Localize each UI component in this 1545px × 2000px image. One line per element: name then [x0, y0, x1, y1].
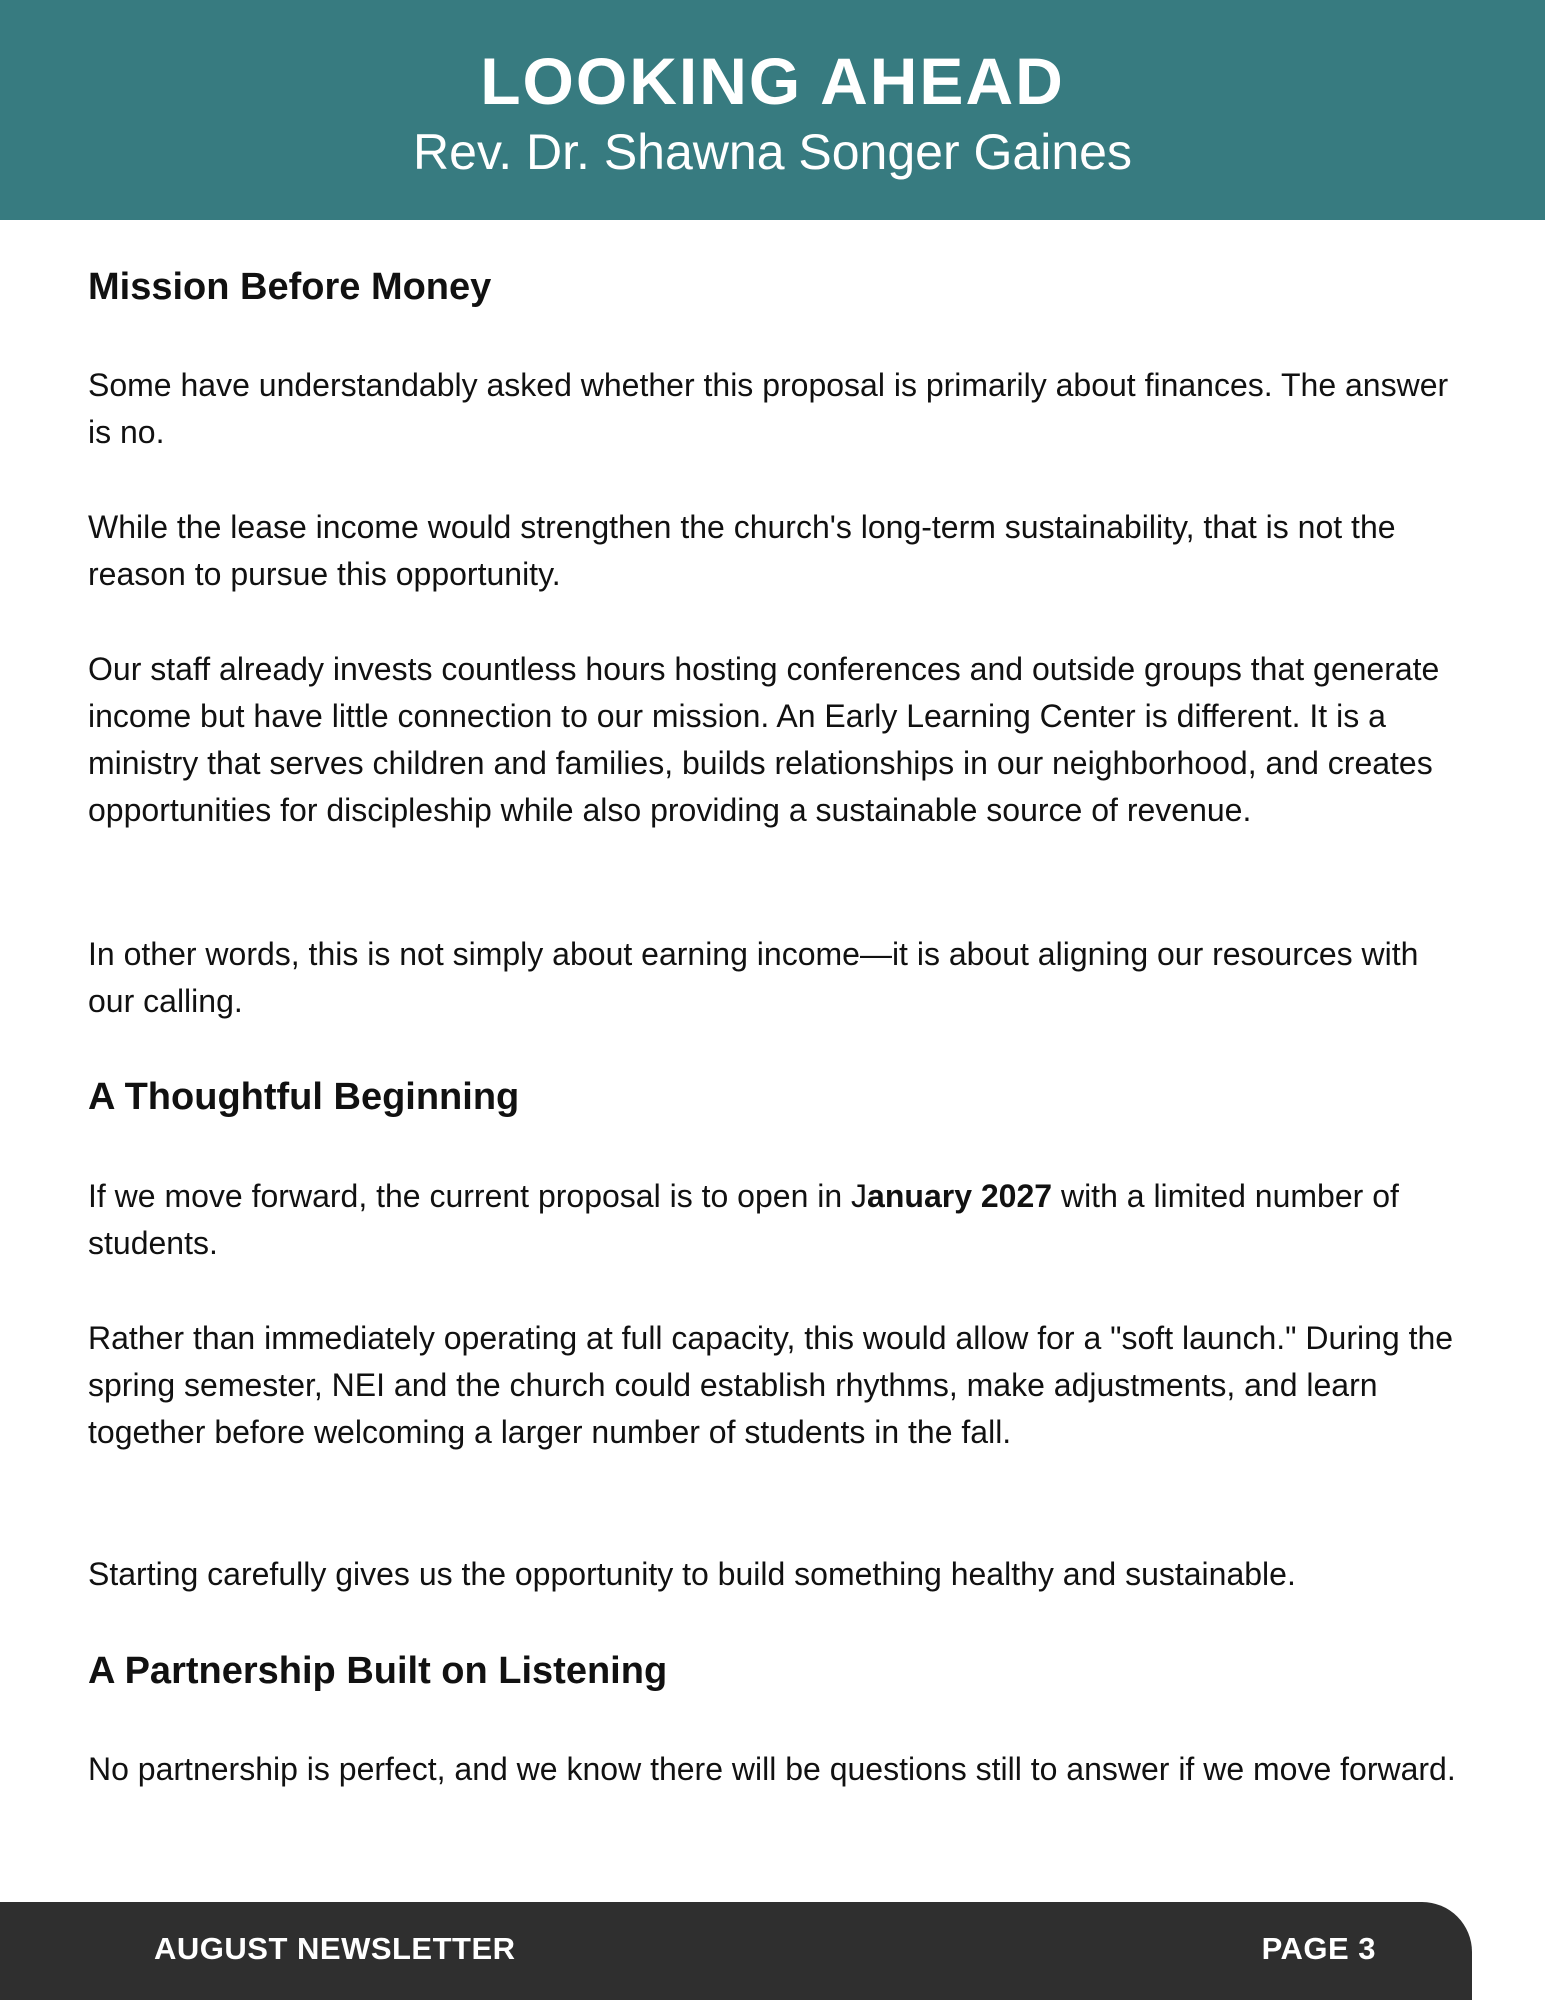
- opening-date-text-before: If we move forward, the current proposal is to open in J: [88, 1178, 868, 1214]
- paragraph-partnership-questions: No partnership is perfect, and we know there will be questions still to answer if we move forward.: [88, 1751, 1456, 1787]
- newsletter-label: AUGUST NEWSLETTER: [154, 1931, 516, 1966]
- page-number: PAGE 3: [1261, 1931, 1376, 1966]
- page-title: LOOKING AHEAD: [480, 44, 1065, 118]
- section-heading-partnership-listening: A Partnership Built on Listening: [88, 1650, 668, 1692]
- paragraph-soft-launch: Rather than immediately operating at full capacity, this would allow for a "soft launch." During the spring semester, NEI and the church could establish rhythms, make adjustments, and learn together before welcoming a larger number of students in the fall.: [88, 1320, 1454, 1450]
- paragraph-aligning-resources: In other words, this is not simply about earning income—it is about aligning our resources with our calling.: [88, 936, 1419, 1019]
- paragraph-opening-date: [88, 1173, 1463, 1267]
- page-header: [0, 0, 1545, 220]
- page-footer: [0, 1902, 1472, 2000]
- paragraph-early-learning-center: Our staff already invests countless hours hosting conferences and outside groups that generate income but have little connection to our mission. An Early Learning Center is different. It is a ministry that serves children and families, builds relationships in our neighborhood, and creates opportunities for discipleship while also providing a sustainable source of revenue.: [88, 651, 1440, 828]
- author-name: Rev. Dr. Shawna Songer Gaines: [413, 124, 1132, 180]
- paragraph-finances-question: Some have understandably asked whether this proposal is primarily about finances. The answer is no.: [88, 367, 1449, 450]
- section-heading-mission-before-money: Mission Before Money: [88, 266, 492, 308]
- paragraph-lease-income: While the lease income would strengthen the church's long-term sustainability, that is not the reason to pursue this opportunity.: [88, 509, 1396, 592]
- section-heading-thoughtful-beginning: A Thoughtful Beginning: [88, 1076, 520, 1118]
- opening-date-bold: anuary 2027: [867, 1178, 1053, 1214]
- paragraph-starting-carefully: Starting carefully gives us the opportunity to build something healthy and sustainable.: [88, 1556, 1296, 1592]
- opening-date-text-after: with a limited number of students.: [88, 1178, 1399, 1261]
